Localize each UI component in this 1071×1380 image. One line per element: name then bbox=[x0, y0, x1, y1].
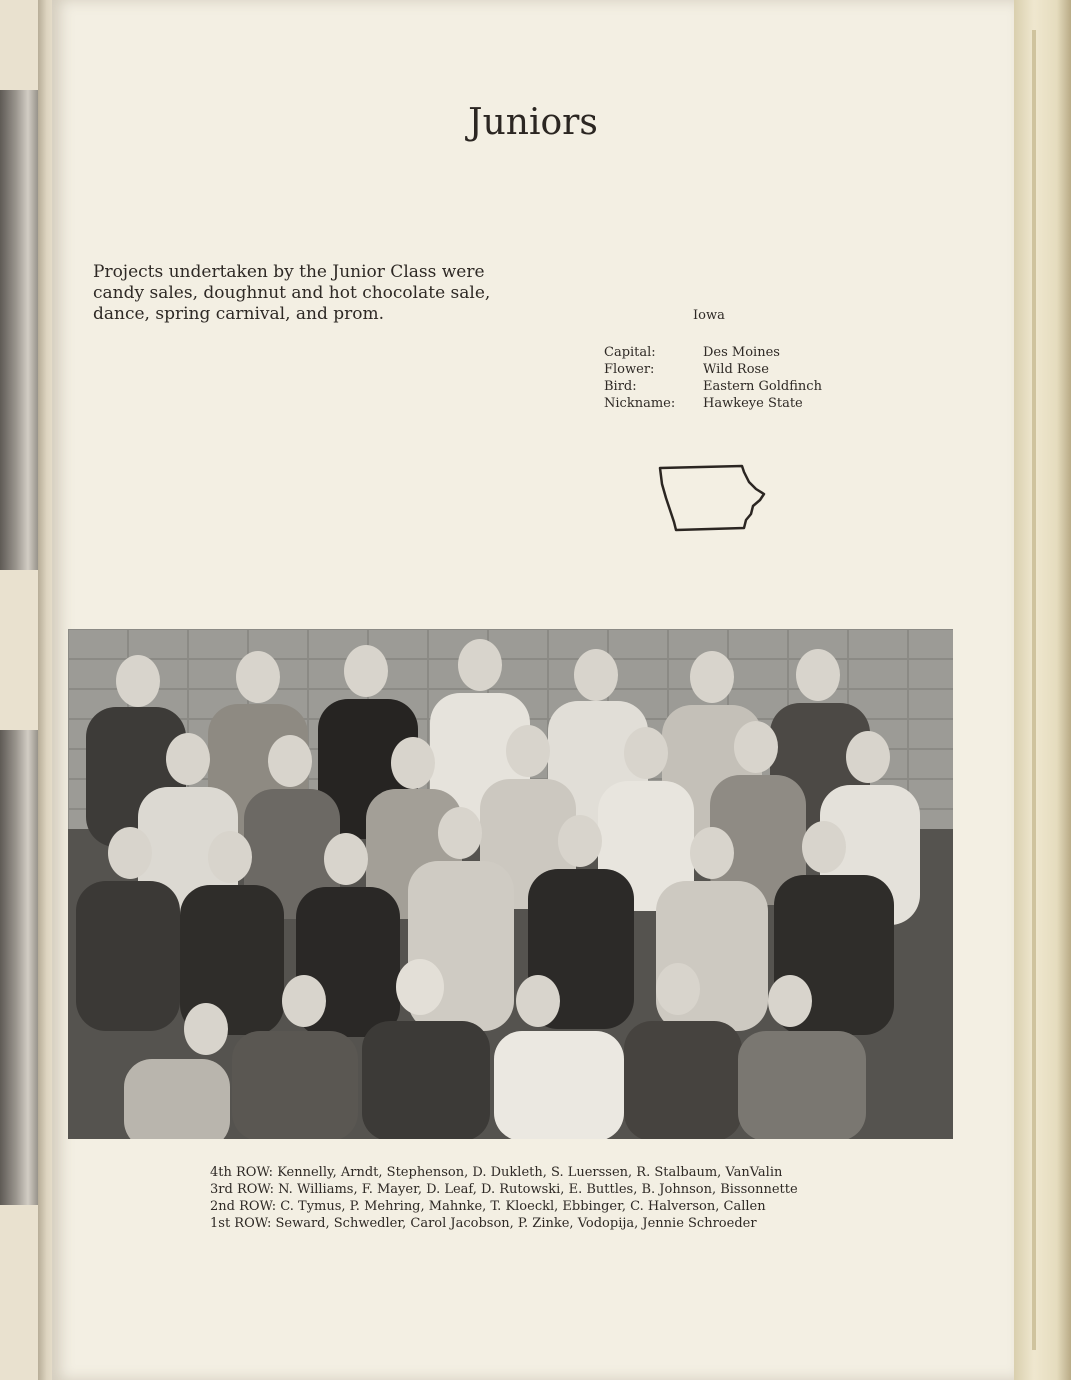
state-facts bbox=[604, 344, 822, 412]
page-title: Juniors bbox=[468, 102, 598, 144]
book-cover-edge bbox=[1014, 0, 1071, 1380]
class-group-photo bbox=[68, 629, 953, 1139]
fact-value: Wild Rose bbox=[703, 362, 769, 377]
fact-value: Hawkeye State bbox=[703, 396, 803, 411]
fact-label: Flower: bbox=[604, 362, 655, 377]
state-fact-row bbox=[604, 378, 822, 395]
fact-label: Nickname: bbox=[604, 396, 676, 411]
roster-row: 3rd ROW: N. Williams, F. Mayer, D. Leaf, D. Rutowski, E. Buttles, B. Johnson, Bissonnette bbox=[210, 1182, 798, 1197]
state-name: Iowa bbox=[693, 308, 725, 323]
fact-value: Des Moines bbox=[703, 345, 780, 360]
fact-label: Bird: bbox=[604, 379, 637, 394]
intro-paragraph: Projects undertaken by the Junior Class were candy sales, doughnut and hot chocolate sale, dance, spring carnival, and prom. bbox=[93, 262, 491, 324]
fact-label: Capital: bbox=[604, 345, 656, 360]
facing-page-photo bbox=[0, 730, 40, 1205]
facing-page-photo bbox=[0, 90, 40, 570]
roster-row: 2nd ROW: C. Tymus, P. Mehring, Mahnke, T. Kloeckl, Ebbinger, C. Halverson, Callen bbox=[210, 1199, 766, 1214]
state-fact-row bbox=[604, 344, 822, 361]
fact-value: Eastern Goldfinch bbox=[703, 379, 822, 394]
state-fact-row bbox=[604, 361, 822, 378]
state-fact-row bbox=[604, 395, 822, 412]
roster-row: 4th ROW: Kennelly, Arndt, Stephenson, D. Dukleth, S. Luerssen, R. Stalbaum, VanValin bbox=[210, 1165, 783, 1180]
iowa-map-outline bbox=[656, 462, 771, 534]
roster-row: 1st ROW: Seward, Schwedler, Carol Jacobson, P. Zinke, Vodopija, Jennie Schroeder bbox=[210, 1216, 757, 1231]
photo-caption-roster bbox=[210, 1164, 798, 1232]
